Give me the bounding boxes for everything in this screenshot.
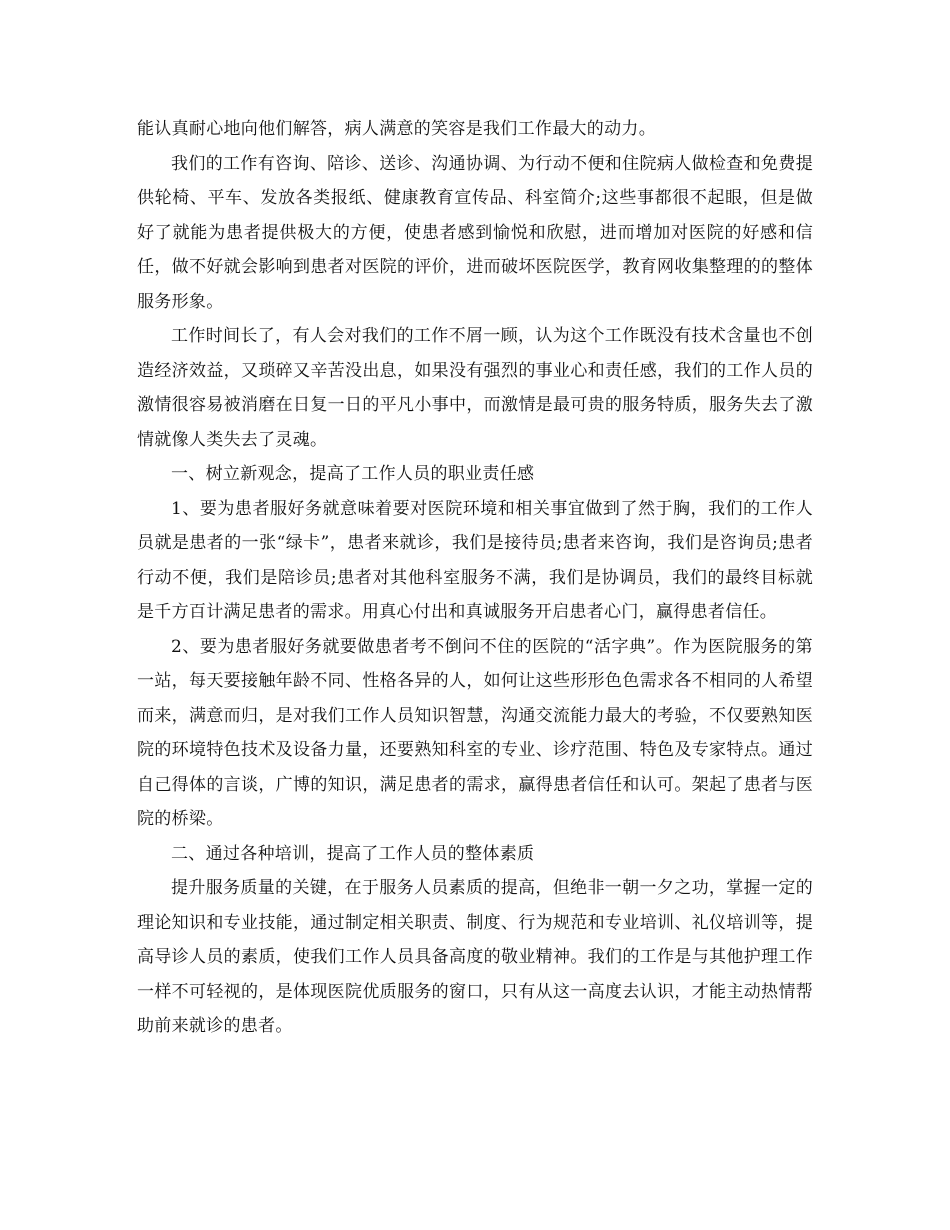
section-heading-2: 二、通过各种培训，提高了工作人员的整体素质 (171, 843, 535, 864)
paragraph-work-scope: 我们的工作有咨询、陪诊、送诊、沟通协调、为行动不便和住院病人做检查和免费提供轮椅、平车、发放各类报纸、健康教育宣传品、科室简介;这些事都很不起眼，但是做好了就能为患者提供极大的方便，使患者感到愉悦和欣慰，进而增加对医院的好感和信任，做不好就会影响到患者对医院的评价，进而破坏医院医学，教育网收集整理的的整体服务形象。 (137, 153, 813, 312)
paragraph-passion: 工作时间长了，有人会对我们的工作不屑一顾，认为这个工作既没有技术含量也不创造经济效益，又琐碎又辛苦没出息，如果没有强烈的事业心和责任感，我们的工作人员的激情很容易被消磨在日复一日的平凡小事中，而激情是最可贵的服务特质，服务失去了激情就像人类失去了灵魂。 (137, 326, 813, 450)
document-body (137, 112, 813, 1044)
paragraph-continuation: 能认真耐心地向他们解答，病人满意的笑容是我们工作最大的动力。 (137, 119, 656, 139)
paragraph-point-1: 1、要为患者服好务就意味着要对医院环境和相关事宜做到了然于胸，我们的工作人员就是患者的一张“绿卡”，患者来就诊，我们是接待员;患者来咨询，我们是咨询员;患者行动不便，我们是陪诊员;患者对其他科室服务不满，我们是协调员，我们的最终目标就是千方百计满足患者的需求。用真心付出和真诚服务开启患者心门，赢得患者信任。 (137, 498, 813, 622)
paragraph-point-2: 2、要为患者服好务就要做患者考不倒问不住的医院的“活字典”。作为医院服务的第一站，每天要接触年龄不同、性格各异的人，如何让这些形形色色需求各不相同的人希望而来，满意而归，是对我们工作人员知识智慧，沟通交流能力最大的考验，不仅要熟知医院的环境特色技术及设备力量，还要熟知科室的专业、诊疗范围、特色及专家特点。通过自己得体的言谈，广博的知识，满足患者的需求，赢得患者信任和认可。架起了患者与医院的桥梁。 (137, 636, 813, 829)
paragraph-training: 提升服务质量的关键，在于服务人员素质的提高，但绝非一朝一夕之功，掌握一定的理论知识和专业技能，通过制定相关职责、制度、行为规范和专业培训、礼仪培训等，提高导诊人员的素质，使我们工作人员具备高度的敬业精神。我们的工作是与其他护理工作一样不可轻视的，是体现医院优质服务的窗口，只有从这一高度去认识，才能主动热情帮助前来就诊的患者。 (137, 878, 813, 1036)
section-heading-1: 一、树立新观念，提高了工作人员的职业责任感 (171, 464, 535, 484)
